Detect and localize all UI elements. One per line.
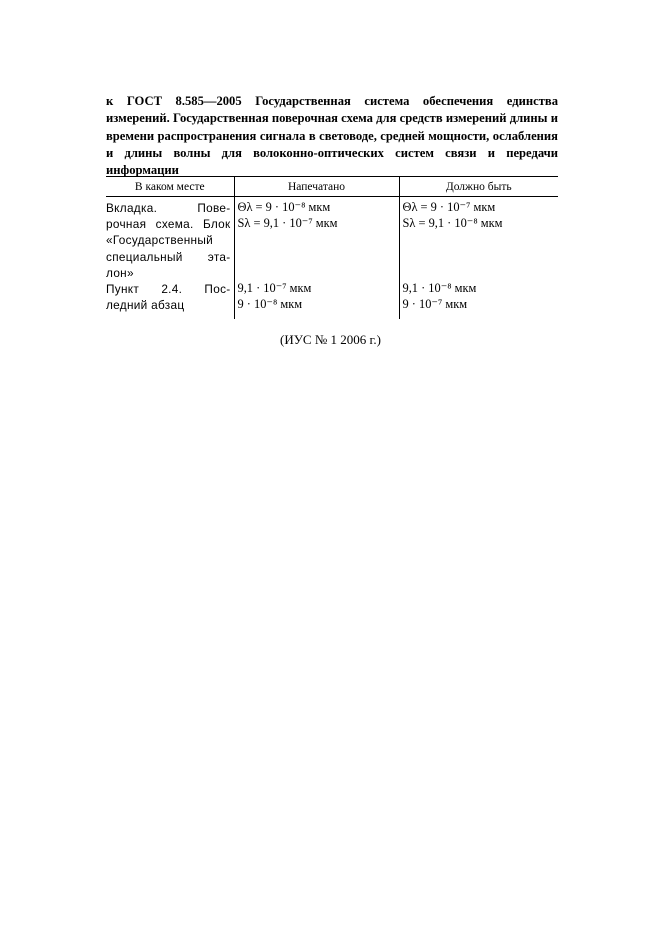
cell-correct [399, 281, 558, 319]
correct-line: Θλ = 9 · 10⁻⁷ мкм [402, 200, 496, 214]
header-printed: Напечатано [234, 177, 399, 197]
printed-line: 9 · 10⁻⁸ мкм [237, 296, 303, 311]
header-correct: Должно быть [399, 177, 558, 197]
table-row [106, 281, 558, 319]
document-heading: к ГОСТ 8.585—2005 Государственная система обеспечения единства измерений. Государственная поверочная схема для средств измерений длины и времени распространения сигнала в световоде, средней мощности, ослабления и длины волны для волоконно-оптических систем связи и передачи информации [106, 94, 558, 178]
cell-place [106, 197, 234, 282]
cell-correct [399, 197, 558, 282]
printed-line: 9,1 · 10⁻⁷ мкм [237, 281, 312, 296]
place-line: лон» [106, 265, 134, 280]
cell-printed [234, 281, 399, 319]
cell-place [106, 281, 234, 319]
correct-line: 9 · 10⁻⁷ мкм [402, 296, 468, 311]
corrections-table [106, 176, 558, 319]
cell-printed [234, 197, 399, 282]
place-line: Пункт 2.4. Пос- [106, 282, 231, 297]
document-footer: (ИУС № 1 2006 г.) [280, 332, 381, 347]
place-line: рочная схема. Блок [106, 217, 231, 232]
correct-line: 9,1 · 10⁻⁸ мкм [402, 281, 477, 296]
printed-line: Sλ = 9,1 · 10⁻⁷ мкм [237, 215, 338, 230]
place-line: Вкладка. Пове- [106, 201, 231, 215]
table-row [106, 197, 558, 282]
place-line: «Государственный [106, 233, 214, 248]
correct-line: Sλ = 9,1 · 10⁻⁸ мкм [402, 215, 503, 230]
printed-line: Θλ = 9 · 10⁻⁸ мкм [237, 200, 331, 214]
place-line: ледний абзац [106, 298, 185, 313]
place-line: специальный эта- [106, 249, 231, 264]
table-header-row [106, 177, 558, 197]
header-place: В каком месте [106, 177, 234, 197]
